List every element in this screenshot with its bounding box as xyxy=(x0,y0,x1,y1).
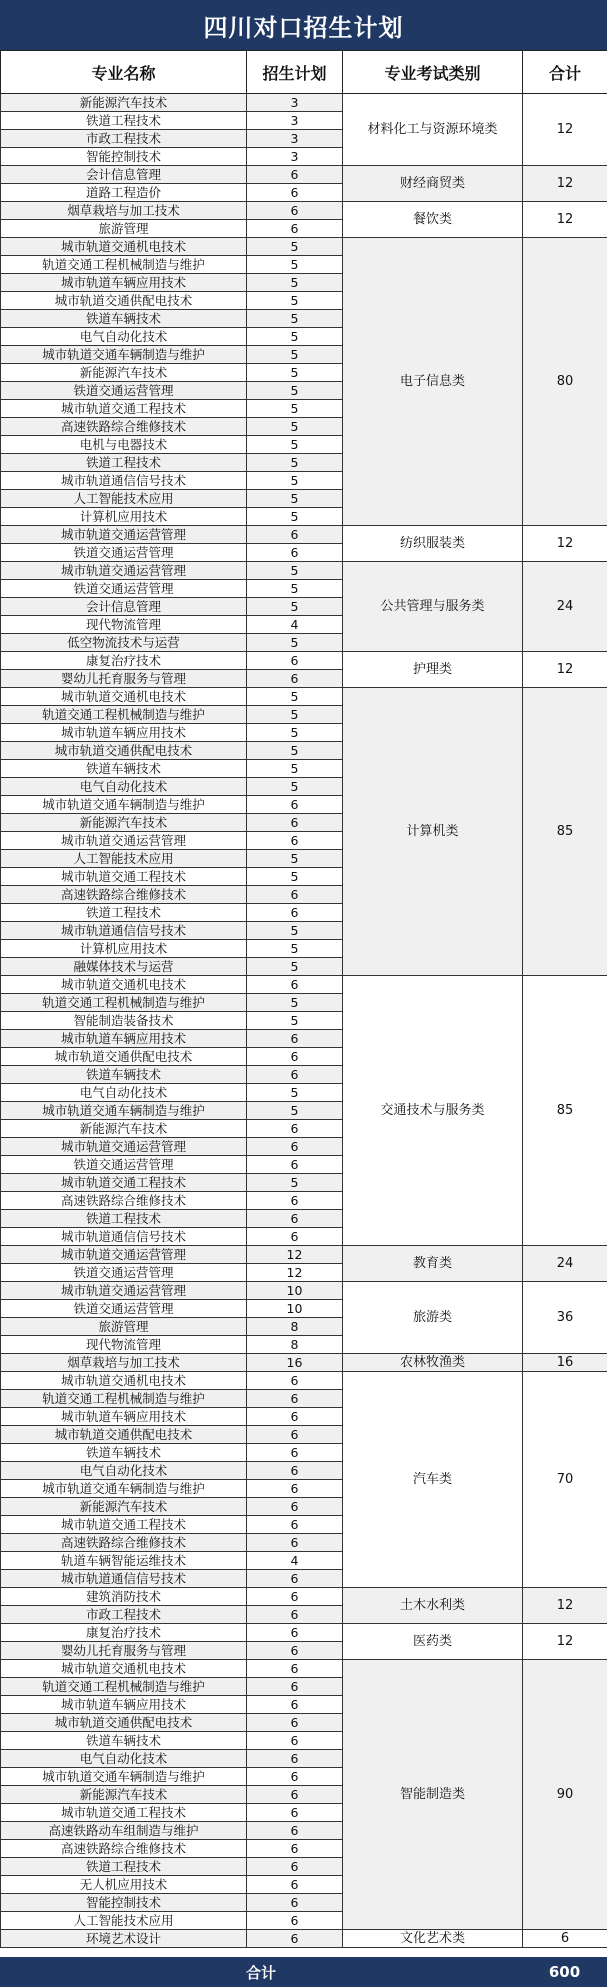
major-name-cell: 轨道交通工程机械制造与维护 xyxy=(1,1678,247,1696)
plan-count-cell: 12 xyxy=(247,1264,343,1282)
major-name-cell: 轨道交通工程机械制造与维护 xyxy=(1,1390,247,1408)
plan-count-cell: 6 xyxy=(247,1750,343,1768)
enrollment-table xyxy=(0,50,607,1948)
plan-count-cell: 6 xyxy=(247,1480,343,1498)
plan-count-cell: 6 xyxy=(247,1210,343,1228)
major-name-cell: 计算机应用技术 xyxy=(1,940,247,958)
plan-count-cell: 6 xyxy=(247,166,343,184)
exam-category-cell: 土木水利类 xyxy=(343,1588,523,1624)
plan-count-cell: 6 xyxy=(247,1156,343,1174)
plan-count-cell: 5 xyxy=(247,922,343,940)
major-name-cell: 城市轨道交通供配电技术 xyxy=(1,742,247,760)
major-name-cell: 新能源汽车技术 xyxy=(1,364,247,382)
plan-count-cell: 6 xyxy=(247,1588,343,1606)
major-name-cell: 铁道车辆技术 xyxy=(1,1066,247,1084)
exam-category-cell: 汽车类 xyxy=(343,1372,523,1588)
plan-count-cell: 5 xyxy=(247,328,343,346)
major-name-cell: 城市轨道交通车辆制造与维护 xyxy=(1,1768,247,1786)
major-name-cell: 康复治疗技术 xyxy=(1,652,247,670)
major-name-cell: 高速铁路综合维修技术 xyxy=(1,1840,247,1858)
major-name-cell: 铁道交通运营管理 xyxy=(1,382,247,400)
plan-count-cell: 5 xyxy=(247,634,343,652)
plan-count-cell: 6 xyxy=(247,1624,343,1642)
header-plan: 招生计划 xyxy=(247,51,343,94)
plan-count-cell: 5 xyxy=(247,400,343,418)
exam-category-cell: 餐饮类 xyxy=(343,202,523,238)
plan-count-cell: 6 xyxy=(247,1228,343,1246)
major-name-cell: 城市轨道通信信号技术 xyxy=(1,1228,247,1246)
major-name-cell: 新能源汽车技术 xyxy=(1,1498,247,1516)
major-name-cell: 高速铁路动车组制造与维护 xyxy=(1,1822,247,1840)
major-name-cell: 城市轨道交通运营管理 xyxy=(1,1282,247,1300)
table-row xyxy=(1,526,607,544)
plan-count-cell: 6 xyxy=(247,1732,343,1750)
plan-count-cell: 6 xyxy=(247,670,343,688)
table-row xyxy=(1,238,607,256)
major-name-cell: 铁道车辆技术 xyxy=(1,310,247,328)
table-row xyxy=(1,562,607,580)
major-name-cell: 城市轨道交通运营管理 xyxy=(1,1138,247,1156)
major-name-cell: 轨道交通工程机械制造与维护 xyxy=(1,706,247,724)
plan-count-cell: 5 xyxy=(247,1174,343,1192)
category-subtotal-cell: 90 xyxy=(523,1660,607,1930)
plan-count-cell: 3 xyxy=(247,94,343,112)
plan-count-cell: 5 xyxy=(247,958,343,976)
category-subtotal-cell: 16 xyxy=(523,1354,607,1372)
plan-count-cell: 5 xyxy=(247,1012,343,1030)
major-name-cell: 烟草栽培与加工技术 xyxy=(1,1354,247,1372)
category-subtotal-cell: 12 xyxy=(523,166,607,202)
plan-count-cell: 5 xyxy=(247,742,343,760)
total-label: 合计 xyxy=(245,1963,276,1982)
plan-count-cell: 6 xyxy=(247,1192,343,1210)
plan-count-cell: 5 xyxy=(247,688,343,706)
plan-count-cell: 6 xyxy=(247,1138,343,1156)
category-subtotal-cell: 85 xyxy=(523,976,607,1246)
major-name-cell: 环境艺术设计 xyxy=(1,1930,247,1948)
major-name-cell: 现代物流管理 xyxy=(1,616,247,634)
major-name-cell: 城市轨道交通机电技术 xyxy=(1,1372,247,1390)
plan-count-cell: 6 xyxy=(247,1930,343,1948)
plan-count-cell: 6 xyxy=(247,202,343,220)
major-name-cell: 电机与电器技术 xyxy=(1,436,247,454)
major-name-cell: 康复治疗技术 xyxy=(1,1624,247,1642)
plan-count-cell: 6 xyxy=(247,1570,343,1588)
major-name-cell: 城市轨道交通机电技术 xyxy=(1,238,247,256)
plan-count-cell: 3 xyxy=(247,112,343,130)
major-name-cell: 高速铁路综合维修技术 xyxy=(1,1534,247,1552)
major-name-cell: 融媒体技术与运营 xyxy=(1,958,247,976)
plan-count-cell: 5 xyxy=(247,598,343,616)
major-name-cell: 城市轨道交通机电技术 xyxy=(1,976,247,994)
major-name-cell: 计算机应用技术 xyxy=(1,508,247,526)
major-name-cell: 城市轨道通信信号技术 xyxy=(1,1570,247,1588)
plan-count-cell: 6 xyxy=(247,1372,343,1390)
plan-count-cell: 6 xyxy=(247,1696,343,1714)
category-subtotal-cell: 24 xyxy=(523,562,607,652)
major-name-cell: 市政工程技术 xyxy=(1,1606,247,1624)
category-subtotal-cell: 24 xyxy=(523,1246,607,1282)
plan-count-cell: 5 xyxy=(247,580,343,598)
plan-count-cell: 10 xyxy=(247,1282,343,1300)
major-name-cell: 智能控制技术 xyxy=(1,148,247,166)
major-name-cell: 铁道工程技术 xyxy=(1,904,247,922)
category-subtotal-cell: 12 xyxy=(523,1624,607,1660)
plan-count-cell: 6 xyxy=(247,1660,343,1678)
plan-count-cell: 5 xyxy=(247,436,343,454)
category-subtotal-cell: 85 xyxy=(523,688,607,976)
plan-count-cell: 6 xyxy=(247,976,343,994)
plan-count-cell: 6 xyxy=(247,1498,343,1516)
major-name-cell: 城市轨道交通车辆制造与维护 xyxy=(1,1480,247,1498)
major-name-cell: 城市轨道交通车辆制造与维护 xyxy=(1,796,247,814)
exam-category-cell: 纺织服装类 xyxy=(343,526,523,562)
category-subtotal-cell: 12 xyxy=(523,652,607,688)
major-name-cell: 城市轨道车辆应用技术 xyxy=(1,724,247,742)
plan-count-cell: 5 xyxy=(247,274,343,292)
table-body xyxy=(1,94,607,1948)
plan-count-cell: 16 xyxy=(247,1354,343,1372)
major-name-cell: 铁道交通运营管理 xyxy=(1,1264,247,1282)
major-name-cell: 城市轨道通信信号技术 xyxy=(1,472,247,490)
plan-count-cell: 5 xyxy=(247,310,343,328)
plan-count-cell: 6 xyxy=(247,1678,343,1696)
major-name-cell: 婴幼儿托育服务与管理 xyxy=(1,1642,247,1660)
exam-category-cell: 电子信息类 xyxy=(343,238,523,526)
major-name-cell: 城市轨道交通机电技术 xyxy=(1,688,247,706)
major-name-cell: 城市轨道车辆应用技术 xyxy=(1,274,247,292)
major-name-cell: 城市轨道交通运营管理 xyxy=(1,526,247,544)
major-name-cell: 新能源汽车技术 xyxy=(1,94,247,112)
major-name-cell: 新能源汽车技术 xyxy=(1,1120,247,1138)
plan-count-cell: 5 xyxy=(247,382,343,400)
plan-count-cell: 3 xyxy=(247,130,343,148)
table-row xyxy=(1,1660,607,1678)
plan-count-cell: 5 xyxy=(247,850,343,868)
major-name-cell: 铁道交通运营管理 xyxy=(1,1300,247,1318)
major-name-cell: 智能制造装备技术 xyxy=(1,1012,247,1030)
exam-category-cell: 交通技术与服务类 xyxy=(343,976,523,1246)
plan-count-cell: 5 xyxy=(247,292,343,310)
exam-category-cell: 农林牧渔类 xyxy=(343,1354,523,1372)
header-subtotal: 合计 xyxy=(523,51,607,94)
plan-count-cell: 5 xyxy=(247,940,343,958)
plan-count-cell: 6 xyxy=(247,1894,343,1912)
plan-count-cell: 4 xyxy=(247,1552,343,1570)
plan-count-cell: 6 xyxy=(247,652,343,670)
major-name-cell: 轨道车辆智能运维技术 xyxy=(1,1552,247,1570)
major-name-cell: 人工智能技术应用 xyxy=(1,850,247,868)
major-name-cell: 无人机应用技术 xyxy=(1,1876,247,1894)
exam-category-cell: 计算机类 xyxy=(343,688,523,976)
plan-count-cell: 6 xyxy=(247,1768,343,1786)
table-row xyxy=(1,1354,607,1372)
table-row xyxy=(1,976,607,994)
plan-count-cell: 5 xyxy=(247,706,343,724)
plan-count-cell: 6 xyxy=(247,1822,343,1840)
header-major-name: 专业名称 xyxy=(1,51,247,94)
major-name-cell: 铁道工程技术 xyxy=(1,1858,247,1876)
major-name-cell: 铁道车辆技术 xyxy=(1,760,247,778)
plan-count-cell: 6 xyxy=(247,544,343,562)
header-exam-category: 专业考试类别 xyxy=(343,51,523,94)
category-subtotal-cell: 70 xyxy=(523,1372,607,1588)
plan-count-cell: 6 xyxy=(247,184,343,202)
major-name-cell: 城市轨道车辆应用技术 xyxy=(1,1030,247,1048)
table-row xyxy=(1,1930,607,1948)
plan-count-cell: 8 xyxy=(247,1336,343,1354)
plan-count-cell: 8 xyxy=(247,1318,343,1336)
category-subtotal-cell: 12 xyxy=(523,1588,607,1624)
plan-count-cell: 6 xyxy=(247,1120,343,1138)
plan-count-cell: 5 xyxy=(247,868,343,886)
plan-count-cell: 5 xyxy=(247,418,343,436)
major-name-cell: 城市轨道交通工程技术 xyxy=(1,1174,247,1192)
plan-count-cell: 6 xyxy=(247,1642,343,1660)
plan-count-cell: 6 xyxy=(247,526,343,544)
plan-count-cell: 6 xyxy=(247,886,343,904)
exam-category-cell: 旅游类 xyxy=(343,1282,523,1354)
exam-category-cell: 智能制造类 xyxy=(343,1660,523,1930)
page-title: 四川对口招生计划 xyxy=(0,0,607,50)
plan-count-cell: 6 xyxy=(247,1390,343,1408)
major-name-cell: 城市轨道交通供配电技术 xyxy=(1,1714,247,1732)
plan-count-cell: 5 xyxy=(247,472,343,490)
table-row xyxy=(1,652,607,670)
plan-count-cell: 6 xyxy=(247,1534,343,1552)
table-row xyxy=(1,1372,607,1390)
table-row xyxy=(1,1588,607,1606)
major-name-cell: 城市轨道交通工程技术 xyxy=(1,400,247,418)
plan-count-cell: 5 xyxy=(247,724,343,742)
major-name-cell: 铁道车辆技术 xyxy=(1,1444,247,1462)
category-subtotal-cell: 12 xyxy=(523,94,607,166)
major-name-cell: 旅游管理 xyxy=(1,220,247,238)
plan-count-cell: 6 xyxy=(247,814,343,832)
major-name-cell: 道路工程造价 xyxy=(1,184,247,202)
major-name-cell: 铁道工程技术 xyxy=(1,1210,247,1228)
plan-count-cell: 6 xyxy=(247,1408,343,1426)
exam-category-cell: 教育类 xyxy=(343,1246,523,1282)
major-name-cell: 城市轨道交通工程技术 xyxy=(1,1804,247,1822)
major-name-cell: 烟草栽培与加工技术 xyxy=(1,202,247,220)
major-name-cell: 新能源汽车技术 xyxy=(1,1786,247,1804)
major-name-cell: 现代物流管理 xyxy=(1,1336,247,1354)
plan-count-cell: 6 xyxy=(247,1858,343,1876)
plan-count-cell: 5 xyxy=(247,760,343,778)
major-name-cell: 电气自动化技术 xyxy=(1,1750,247,1768)
major-name-cell: 高速铁路综合维修技术 xyxy=(1,1192,247,1210)
exam-category-cell: 医药类 xyxy=(343,1624,523,1660)
major-name-cell: 城市轨道车辆应用技术 xyxy=(1,1408,247,1426)
plan-count-cell: 3 xyxy=(247,148,343,166)
major-name-cell: 城市轨道交通供配电技术 xyxy=(1,292,247,310)
exam-category-cell: 财经商贸类 xyxy=(343,166,523,202)
plan-count-cell: 5 xyxy=(247,1084,343,1102)
plan-count-cell: 12 xyxy=(247,1246,343,1264)
plan-count-cell: 5 xyxy=(247,994,343,1012)
plan-count-cell: 5 xyxy=(247,778,343,796)
plan-count-cell: 6 xyxy=(247,1516,343,1534)
plan-count-cell: 5 xyxy=(247,508,343,526)
exam-category-cell: 材料化工与资源环境类 xyxy=(343,94,523,166)
table-row xyxy=(1,166,607,184)
major-name-cell: 铁道交通运营管理 xyxy=(1,1156,247,1174)
major-name-cell: 轨道交通工程机械制造与维护 xyxy=(1,256,247,274)
major-name-cell: 会计信息管理 xyxy=(1,166,247,184)
plan-count-cell: 6 xyxy=(247,1066,343,1084)
plan-count-cell: 4 xyxy=(247,616,343,634)
plan-count-cell: 6 xyxy=(247,1804,343,1822)
exam-category-cell: 文化艺术类 xyxy=(343,1930,523,1948)
category-subtotal-cell: 6 xyxy=(523,1930,607,1948)
major-name-cell: 城市轨道通信信号技术 xyxy=(1,922,247,940)
category-subtotal-cell: 12 xyxy=(523,202,607,238)
plan-count-cell: 5 xyxy=(247,490,343,508)
plan-count-cell: 10 xyxy=(247,1300,343,1318)
major-name-cell: 建筑消防技术 xyxy=(1,1588,247,1606)
major-name-cell: 电气自动化技术 xyxy=(1,778,247,796)
major-name-cell: 城市轨道交通供配电技术 xyxy=(1,1426,247,1444)
plan-count-cell: 6 xyxy=(247,1840,343,1858)
major-name-cell: 城市轨道交通运营管理 xyxy=(1,1246,247,1264)
major-name-cell: 高速铁路综合维修技术 xyxy=(1,418,247,436)
major-name-cell: 城市轨道车辆应用技术 xyxy=(1,1696,247,1714)
major-name-cell: 电气自动化技术 xyxy=(1,1462,247,1480)
major-name-cell: 城市轨道交通供配电技术 xyxy=(1,1048,247,1066)
exam-category-cell: 公共管理与服务类 xyxy=(343,562,523,652)
major-name-cell: 铁道工程技术 xyxy=(1,112,247,130)
major-name-cell: 城市轨道交通工程技术 xyxy=(1,868,247,886)
major-name-cell: 城市轨道交通机电技术 xyxy=(1,1660,247,1678)
plan-count-cell: 6 xyxy=(247,1876,343,1894)
table-header-row xyxy=(1,51,607,94)
table-row xyxy=(1,688,607,706)
major-name-cell: 新能源汽车技术 xyxy=(1,814,247,832)
major-name-cell: 城市轨道交通运营管理 xyxy=(1,562,247,580)
major-name-cell: 低空物流技术与运营 xyxy=(1,634,247,652)
major-name-cell: 城市轨道交通车辆制造与维护 xyxy=(1,346,247,364)
exam-category-cell: 护理类 xyxy=(343,652,523,688)
major-name-cell: 电气自动化技术 xyxy=(1,328,247,346)
table-row xyxy=(1,94,607,112)
plan-count-cell: 5 xyxy=(247,346,343,364)
plan-count-cell: 6 xyxy=(247,1426,343,1444)
plan-count-cell: 6 xyxy=(247,1030,343,1048)
major-name-cell: 城市轨道交通车辆制造与维护 xyxy=(1,1102,247,1120)
table-row xyxy=(1,1624,607,1642)
plan-count-cell: 6 xyxy=(247,904,343,922)
major-name-cell: 城市轨道交通运营管理 xyxy=(1,832,247,850)
total-value: 600 xyxy=(548,1963,581,1981)
category-subtotal-cell: 36 xyxy=(523,1282,607,1354)
table-row xyxy=(1,1282,607,1300)
major-name-cell: 人工智能技术应用 xyxy=(1,1912,247,1930)
plan-count-cell: 6 xyxy=(247,220,343,238)
plan-count-cell: 6 xyxy=(247,1048,343,1066)
major-name-cell: 婴幼儿托育服务与管理 xyxy=(1,670,247,688)
plan-count-cell: 6 xyxy=(247,1444,343,1462)
major-name-cell: 会计信息管理 xyxy=(1,598,247,616)
plan-count-cell: 6 xyxy=(247,1786,343,1804)
major-name-cell: 电气自动化技术 xyxy=(1,1084,247,1102)
category-subtotal-cell: 80 xyxy=(523,238,607,526)
plan-count-cell: 5 xyxy=(247,562,343,580)
major-name-cell: 市政工程技术 xyxy=(1,130,247,148)
plan-count-cell: 6 xyxy=(247,796,343,814)
major-name-cell: 城市轨道交通工程技术 xyxy=(1,1516,247,1534)
major-name-cell: 铁道车辆技术 xyxy=(1,1732,247,1750)
table-row xyxy=(1,202,607,220)
total-bar xyxy=(0,1957,607,1987)
plan-count-cell: 6 xyxy=(247,832,343,850)
plan-count-cell: 5 xyxy=(247,256,343,274)
table-row xyxy=(1,1246,607,1264)
plan-count-cell: 6 xyxy=(247,1912,343,1930)
major-name-cell: 智能控制技术 xyxy=(1,1894,247,1912)
major-name-cell: 铁道交通运营管理 xyxy=(1,580,247,598)
category-subtotal-cell: 12 xyxy=(523,526,607,562)
plan-count-cell: 6 xyxy=(247,1714,343,1732)
plan-count-cell: 5 xyxy=(247,238,343,256)
plan-count-cell: 5 xyxy=(247,1102,343,1120)
major-name-cell: 高速铁路综合维修技术 xyxy=(1,886,247,904)
major-name-cell: 轨道交通工程机械制造与维护 xyxy=(1,994,247,1012)
plan-count-cell: 6 xyxy=(247,1606,343,1624)
plan-count-cell: 5 xyxy=(247,364,343,382)
plan-count-cell: 5 xyxy=(247,454,343,472)
plan-count-cell: 6 xyxy=(247,1462,343,1480)
major-name-cell: 人工智能技术应用 xyxy=(1,490,247,508)
major-name-cell: 铁道工程技术 xyxy=(1,454,247,472)
major-name-cell: 铁道交通运营管理 xyxy=(1,544,247,562)
major-name-cell: 旅游管理 xyxy=(1,1318,247,1336)
